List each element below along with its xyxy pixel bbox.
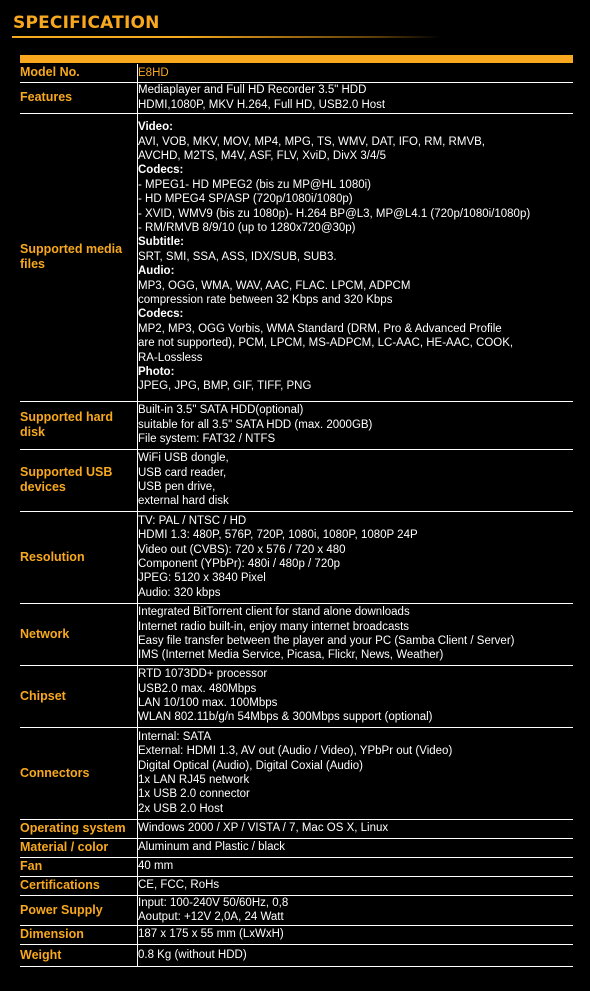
spec-row xyxy=(20,819,573,838)
spec-value-line: RTD 1073DD+ processor xyxy=(138,668,268,681)
spec-value-line: Aoutput: +12V 2,0A, 24 Watt xyxy=(138,911,284,923)
spec-value xyxy=(138,449,574,511)
header xyxy=(0,0,590,52)
table-top-bar xyxy=(20,55,573,63)
spec-value-line: IMS (Internet Media Service, Picasa, Flickr, News, Weather) xyxy=(138,649,444,662)
spec-row xyxy=(20,64,573,82)
spec-value-line: RA-Lossless xyxy=(138,351,203,364)
spec-value-line: MP3, OGG, WMA, WAV, AAC, FLAC. LPCM, ADPCM xyxy=(138,279,411,292)
spec-label: Power Supply xyxy=(20,895,138,925)
spec-row xyxy=(20,401,573,449)
spec-value-line: USB card reader, xyxy=(138,466,227,479)
spec-value-line: CE, FCC, RoHs xyxy=(138,879,220,892)
spec-value xyxy=(138,857,574,876)
spec-value-line: 1x LAN RJ45 network xyxy=(138,774,250,786)
spec-value xyxy=(138,819,574,838)
title-underline xyxy=(12,36,442,38)
spec-row xyxy=(20,82,573,113)
spec-value-line: TV: PAL / NTSC / HD xyxy=(138,514,247,527)
spec-value-line: USB2.0 max. 480Mbps xyxy=(138,682,257,695)
spec-value xyxy=(138,876,574,895)
spec-value-line: E8HD xyxy=(138,66,169,79)
spec-value-line: LAN 10/100 max. 100Mbps xyxy=(138,697,278,709)
spec-value-line: 40 mm xyxy=(138,860,174,873)
spec-value-line: Integrated BitTorrent client for stand alone downloads xyxy=(138,606,410,619)
spec-row xyxy=(20,603,573,665)
spec-value-line: JPEG: 5120 x 3840 Pixel xyxy=(138,572,266,585)
spec-subheading: Video: xyxy=(138,121,173,134)
spec-value-line: Mediaplayer and Full HD Recorder 3.5" HDD xyxy=(138,84,367,97)
spec-value-line: Input: 100-240V 50/60Hz, 0,8 xyxy=(138,896,289,909)
spec-value-line: AVCHD, M2TS, M4V, ASF, FLV, XviD, DivX 3/4/5 xyxy=(138,149,386,162)
spec-value xyxy=(138,64,574,82)
spec-subheading: Codecs: xyxy=(138,308,184,321)
spec-value xyxy=(138,603,574,665)
spec-subheading: Photo: xyxy=(138,366,175,379)
spec-row xyxy=(20,511,573,603)
spec-label: Supported USB devices xyxy=(20,449,138,511)
spec-label: Network xyxy=(20,603,138,665)
spec-row xyxy=(20,838,573,857)
spec-label: Weight xyxy=(20,944,138,966)
spec-row xyxy=(20,449,573,511)
spec-value xyxy=(138,511,574,603)
spec-value-line: Windows 2000 / XP / VISTA / 7, Mac OS X, Linux xyxy=(138,822,389,835)
spec-value-line: 1x USB 2.0 connector xyxy=(138,788,250,801)
spec-label: Certifications xyxy=(20,876,138,895)
spec-value-line: Digital Optical (Audio), Digital Coxial (Audio) xyxy=(138,759,363,772)
spec-value-line: WLAN 802.11b/g/n 54Mbps & 300Mbps support (optional) xyxy=(138,711,433,724)
spec-value-line: 187 x 175 x 55 mm (LxWxH) xyxy=(138,928,284,941)
spec-value-line: Aluminum and Plastic / black xyxy=(138,841,286,854)
spec-value-line: JPEG, JPG, BMP, GIF, TIFF, PNG xyxy=(138,380,312,393)
spec-value xyxy=(138,895,574,925)
spec-subheading: Subtitle: xyxy=(138,236,184,249)
spec-label: Features xyxy=(20,82,138,113)
spec-value-line: suitable for all 3.5" SATA HDD (max. 2000GB) xyxy=(138,418,373,431)
spec-value-line: 0.8 Kg (without HDD) xyxy=(138,948,247,961)
spec-value-line: - MPEG1- HD MPEG2 (bis zu MP@HL 1080i) xyxy=(138,178,371,191)
spec-row xyxy=(20,857,573,876)
spec-label: Fan xyxy=(20,857,138,876)
spec-label: Supported hard disk xyxy=(20,401,138,449)
spec-value-line: 2x USB 2.0 Host xyxy=(138,802,224,815)
spec-table xyxy=(20,64,573,967)
spec-value-line: External: HDMI 1.3, AV out (Audio / Video), YPbPr out (Video) xyxy=(138,745,453,758)
spec-value-line: AVI, VOB, MKV, MOV, MP4, MPG, TS, WMV, DAT, IFO, RM, RMVB, xyxy=(138,135,485,148)
spec-value-line: Easy file transfer between the player and your PC (Samba Client / Server) xyxy=(138,635,515,647)
spec-value-line: external hard disk xyxy=(138,495,229,508)
spec-row xyxy=(20,925,573,944)
spec-value-line: - HD MPEG4 SP/ASP (720p/1080i/1080p) xyxy=(138,193,353,206)
spec-row xyxy=(20,727,573,819)
spec-value xyxy=(138,665,574,727)
spec-label: Model No. xyxy=(20,64,138,82)
spec-row xyxy=(20,113,573,401)
spec-value-line: - RM/RMVB 8/9/10 (up to 1280x720@30p) xyxy=(138,221,356,234)
spec-label: Dimension xyxy=(20,925,138,944)
spec-row xyxy=(20,944,573,966)
spec-value-line: Video out (CVBS): 720 x 576 / 720 x 480 xyxy=(138,543,346,556)
spec-value-line: are not supported), PCM, LPCM, MS-ADPCM, LC-AAC, HE-AAC, COOK, xyxy=(138,337,514,350)
spec-table-body xyxy=(20,64,573,966)
spec-value xyxy=(138,838,574,857)
spec-value-line: Internal: SATA xyxy=(138,730,212,743)
spec-value-line: HDMI 1.3: 480P, 576P, 720P, 1080i, 1080P, 1080P 24P xyxy=(138,529,418,542)
spec-label: Operating system xyxy=(20,819,138,838)
spec-value xyxy=(138,944,574,966)
spec-label: Chipset xyxy=(20,665,138,727)
spec-value-line: USB pen drive, xyxy=(138,481,216,493)
spec-value xyxy=(138,727,574,819)
spec-value-line: compression rate between 32 Kbps and 320 Kbps xyxy=(138,294,393,307)
spec-value-line: Built-in 3.5" SATA HDD(optional) xyxy=(138,404,304,417)
spec-row xyxy=(20,876,573,895)
spec-value-line: SRT, SMI, SSA, ASS, IDX/SUB, SUB3. xyxy=(138,250,337,263)
spec-label: Connectors xyxy=(20,727,138,819)
spec-value xyxy=(138,401,574,449)
spec-value-line: File system: FAT32 / NTFS xyxy=(138,433,276,446)
spec-row xyxy=(20,665,573,727)
spec-value-line: Internet radio built-in, enjoy many internet broadcasts xyxy=(138,620,410,633)
spec-value-line: WiFi USB dongle, xyxy=(138,452,229,465)
page-title: SPECIFICATION xyxy=(13,13,160,33)
spec-label: Supported media files xyxy=(20,113,138,401)
spec-value-line: HDMI,1080P, MKV H.264, Full HD, USB2.0 Host xyxy=(138,98,386,111)
spec-value-line: - XVID, WMV9 (bis zu 1080p)- H.264 BP@L3, MP@L4.1 (720p/1080i/1080p) xyxy=(138,207,531,220)
spec-value xyxy=(138,113,574,401)
spec-value-line: Component (YPbPr): 480i / 480p / 720p xyxy=(138,558,341,570)
spec-subheading: Audio: xyxy=(138,265,175,278)
spec-label: Resolution xyxy=(20,511,138,603)
spec-subheading: Codecs: xyxy=(138,164,184,177)
spec-value xyxy=(138,82,574,113)
spec-value-line: Audio: 320 kbps xyxy=(138,586,221,599)
spec-value xyxy=(138,925,574,944)
spec-label: Material / color xyxy=(20,838,138,857)
spec-row xyxy=(20,895,573,925)
spec-value-line: MP2, MP3, OGG Vorbis, WMA Standard (DRM, Pro & Advanced Profile xyxy=(138,322,502,335)
